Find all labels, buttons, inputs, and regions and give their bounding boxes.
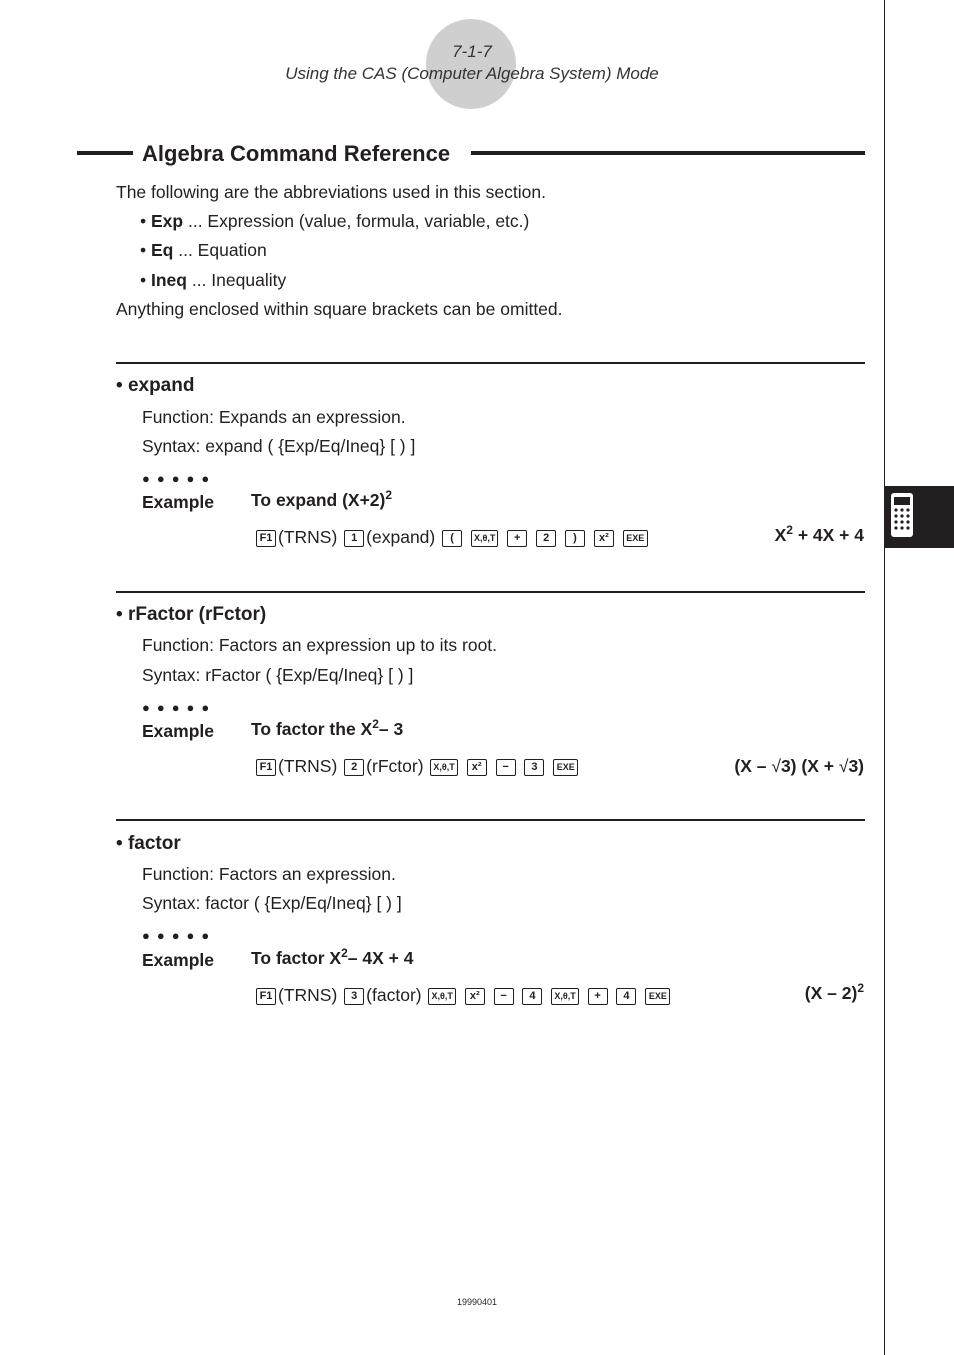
- abbrev-eq: • Eq ... Equation: [140, 240, 267, 260]
- example-title-text: To expand (X+2): [251, 489, 386, 510]
- result-part-b: 3) (X +: [780, 756, 839, 776]
- command-syntax: Syntax: expand ( {Exp/Eq/Ineq} [ ) ]: [142, 436, 416, 456]
- key-f1: F1: [256, 530, 276, 547]
- footer-code: 19990401: [456, 1297, 498, 1307]
- example-dots: ●●●●●: [142, 700, 217, 715]
- chapter-tab: [885, 486, 954, 548]
- key-caption: (TRNS): [278, 756, 338, 776]
- command-function: Function: Factors an expression.: [142, 864, 396, 884]
- result-sup: 2: [786, 523, 793, 537]
- command-heading-expand: • expand: [116, 375, 195, 396]
- command-function: Function: Factors an expression up to its root.: [142, 635, 498, 655]
- key-3: 3: [344, 988, 364, 1005]
- key-x-squared: x²: [467, 759, 487, 776]
- key-sequence: [254, 756, 580, 777]
- key-xthetat: X,θ,T: [471, 530, 498, 547]
- result-sup: 2: [857, 981, 864, 995]
- example-result: [775, 523, 864, 546]
- example-title: [251, 717, 403, 740]
- key-exe: EXE: [553, 759, 578, 776]
- command-rule: [116, 362, 865, 364]
- command-syntax: Syntax: rFactor ( {Exp/Eq/Ineq} [ ) ]: [142, 665, 414, 685]
- key-4: 4: [616, 988, 636, 1005]
- page-number: 7-1-7: [452, 42, 492, 61]
- key-close-paren: ): [565, 530, 585, 547]
- command-heading-rfactor: • rFactor (rFctor): [116, 604, 267, 625]
- example-title-text: To factor X: [251, 947, 342, 968]
- key-xthetat: X,θ,T: [428, 988, 455, 1005]
- sqrt-icon: √: [838, 756, 849, 776]
- command-name: rFactor (rFctor): [127, 604, 267, 625]
- command-function: Function: Expands an expression.: [142, 407, 406, 427]
- example-title-sup: 2: [341, 946, 348, 960]
- key-plus: +: [507, 530, 527, 547]
- section-rule-left: [77, 151, 133, 155]
- abbrev-term: Eq: [151, 240, 174, 260]
- abbrev-desc: ... Expression (value, formula, variable, etc.): [183, 211, 530, 231]
- abbrev-term: Exp: [151, 211, 184, 231]
- example-result: [734, 756, 864, 777]
- sqrt-icon: √: [771, 756, 781, 776]
- example-title-sup: 2: [372, 717, 379, 731]
- key-2: 2: [536, 530, 556, 547]
- abbrev-desc: ... Equation: [173, 240, 267, 260]
- key-minus: −: [496, 759, 516, 776]
- key-4: 4: [522, 988, 542, 1005]
- key-3: 3: [524, 759, 544, 776]
- command-rule: [116, 591, 865, 593]
- page-edge-line: [884, 0, 885, 1355]
- abbrev-desc: ... Inequality: [186, 270, 287, 290]
- key-exe: EXE: [645, 988, 670, 1005]
- key-f1: F1: [256, 759, 276, 776]
- key-caption: (expand): [366, 527, 436, 547]
- result-part-c: 3): [848, 756, 864, 776]
- key-minus: −: [494, 988, 514, 1005]
- key-sequence: [254, 985, 672, 1006]
- key-sequence: [254, 527, 650, 548]
- key-caption: (TRNS): [278, 527, 338, 547]
- key-plus: +: [588, 988, 608, 1005]
- key-xthetat: X,θ,T: [551, 988, 578, 1005]
- command-syntax: Syntax: factor ( {Exp/Eq/Ineq} [ ) ]: [142, 893, 402, 913]
- key-f1: F1: [256, 988, 276, 1005]
- example-title-tail: – 3: [378, 718, 404, 739]
- example-title: [251, 946, 413, 969]
- example-dots: ●●●●●: [142, 471, 217, 486]
- abbrev-term: Ineq: [151, 270, 187, 290]
- example-result: [805, 981, 864, 1004]
- key-exe: EXE: [623, 530, 648, 547]
- command-heading-factor: • factor: [116, 833, 181, 854]
- example-title-tail: – 4X + 4: [347, 947, 414, 968]
- chapter-title: Using the CAS (Computer Algebra System) Mode: [285, 64, 659, 83]
- key-open-paren: (: [442, 530, 462, 547]
- example-label: Example: [142, 492, 214, 512]
- key-2: 2: [344, 759, 364, 776]
- intro-lead: The following are the abbreviations used in this section.: [116, 182, 546, 202]
- key-xthetat: X,θ,T: [430, 759, 457, 776]
- key-1: 1: [344, 530, 364, 547]
- abbrev-ineq: • Ineq ... Inequality: [140, 270, 287, 290]
- section-title: Algebra Command Reference: [142, 141, 451, 166]
- key-x-squared: x²: [594, 530, 614, 547]
- key-caption: (factor): [366, 985, 422, 1005]
- example-label: Example: [142, 721, 214, 741]
- key-caption: (rFctor): [366, 756, 424, 776]
- key-caption: (TRNS): [278, 985, 338, 1005]
- example-label: Example: [142, 950, 214, 970]
- section-rule-right: [471, 151, 865, 155]
- command-name: expand: [127, 375, 195, 396]
- example-title: [251, 488, 392, 511]
- command-rule: [116, 819, 865, 821]
- result-part-a: (X –: [734, 756, 772, 776]
- example-dots: ●●●●●: [142, 928, 217, 943]
- command-name: factor: [127, 833, 181, 854]
- intro-note: Anything enclosed within square brackets can be omitted.: [116, 299, 563, 319]
- result-tail: + 4X + 4: [792, 524, 864, 545]
- calculator-icon: [885, 486, 954, 548]
- result-base: X: [774, 524, 787, 545]
- abbrev-exp: • Exp ... Expression (value, formula, variable, etc.): [140, 211, 530, 231]
- result-base: (X – 2): [804, 982, 858, 1003]
- example-title-text: To factor the X: [251, 718, 373, 739]
- example-title-sup: 2: [385, 488, 393, 502]
- key-x-squared: x²: [465, 988, 485, 1005]
